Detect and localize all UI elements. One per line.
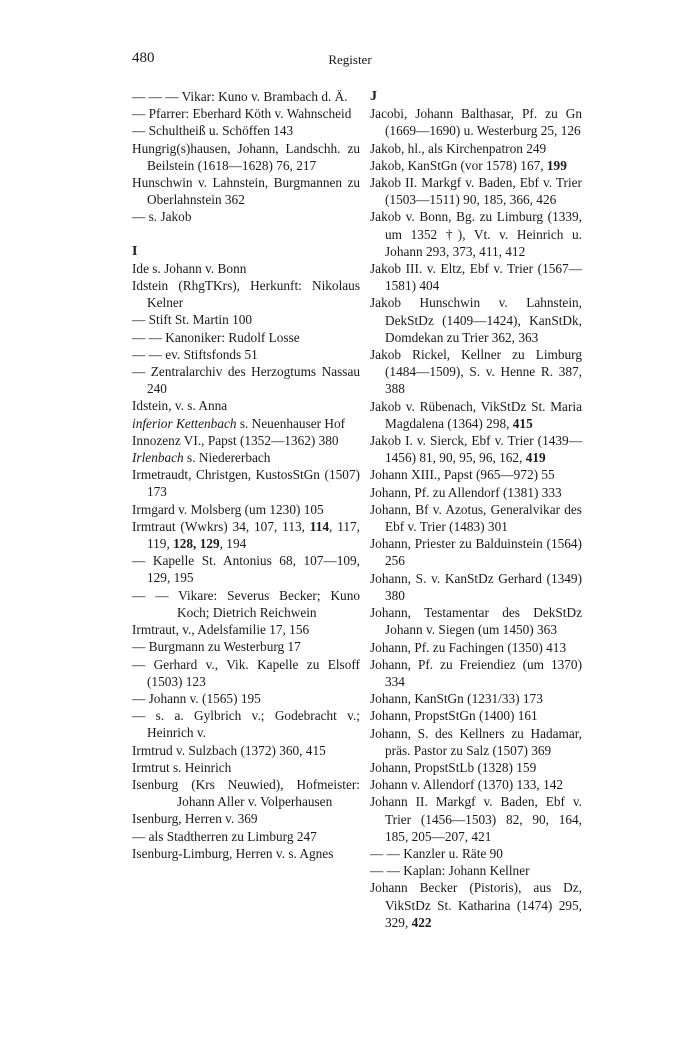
entry-text: — — Kanoniker: Rudolf Losse (132, 329, 300, 345)
entry-text: Jakob v. Bonn, Bg. zu Limburg (1339, um 1352 †), Vt. v. Heinrich u. Johann 293, 373, 411, 412 (370, 209, 582, 259)
index-entry (370, 501, 582, 535)
index-entry (132, 277, 360, 311)
entry-text: Hungrig(s)hausen, Johann, Landschh. zu Beilstein (1618—1628) 76, 217 (132, 140, 360, 173)
entry-text: — Pfarrer: Eberhard Köth v. Wahnscheid (132, 106, 352, 122)
entry-text: — Gerhard v., Vik. Kapelle zu Elsoff (1503) 123 (132, 656, 360, 689)
entry-text: — Schultheiß u. Schöffen 143 (132, 123, 294, 139)
entry-text: Johann, Priester zu Balduinstein (1564) 256 (370, 536, 582, 569)
index-entry (132, 208, 360, 225)
bold-page-ref: 114 (309, 518, 330, 534)
index-entry (132, 140, 360, 174)
index-entry (132, 397, 360, 414)
bold-page-ref: 422 (411, 914, 432, 930)
index-entry (132, 621, 360, 638)
entry-text: Johann, S. des Kellners zu Hadamar, präs. Pastor zu Salz (1507) 369 (370, 725, 582, 758)
index-entry (370, 690, 582, 707)
index-entry (132, 638, 360, 655)
entry-text: Isenburg-Limburg, Herren v. s. Agnes (132, 845, 334, 861)
index-entry (132, 707, 360, 741)
entry-text: — Burgmann zu Westerburg 17 (132, 639, 301, 655)
index-entry (132, 742, 360, 759)
index-entry (370, 157, 582, 174)
entry-text: Irmetraudt, Christgen, KustosStGn (1507) 173 (132, 467, 360, 500)
index-entry (132, 449, 360, 466)
entry-text: — — Kaplan: Johann Kellner (370, 863, 530, 879)
entry-text: Johann II. Markgf v. Baden, Ebf v. Trier (1456—1503) 82, 90, 164, 185, 205—207, 421 (370, 794, 582, 844)
entry-text: Irmtrut s. Heinrich (132, 759, 232, 775)
entry-text: — — — Vikar: Kuno v. Brambach d. Ä. (132, 89, 348, 104)
index-entry (132, 311, 360, 328)
index-entry (132, 432, 360, 449)
entry-text: — — ev. Stiftsfonds 51 (132, 346, 258, 362)
index-entry (370, 535, 582, 569)
index-entry (370, 725, 582, 759)
italic-term: inferior Kettenbach (132, 415, 237, 431)
section-gap (132, 226, 360, 243)
entry-text: Johann, Bf v. Azotus, Generalvikar des Ebf v. Trier (1483) 301 (370, 501, 582, 535)
entry-text: Johann, KanStGn (1231/33) 173 (370, 691, 543, 707)
running-head: Register (328, 52, 372, 67)
entry-text: — als Stadtherren zu Limburg 247 (132, 828, 317, 844)
entry-text: Johann, PropstStLb (1328) 159 (370, 759, 537, 775)
letter-heading: I (132, 243, 138, 259)
entry-text: — s. Jakob (132, 209, 192, 225)
index-entry (132, 552, 360, 586)
entry-text: — — Kanzler u. Räte 90 (370, 845, 503, 861)
index-entry (132, 329, 360, 346)
entry-text: Isenburg, Herren v. 369 (132, 811, 258, 827)
index-entry (132, 415, 360, 432)
index-entry (370, 174, 582, 208)
index-entry (370, 432, 582, 466)
index-column-right (370, 88, 582, 931)
entry-text: s. Niedererbach (183, 450, 271, 466)
index-entry (370, 604, 582, 638)
index-entry (132, 346, 360, 363)
entry-text: Hunschwin v. Lahnstein, Burgmannen zu Oberlahnstein 362 (132, 175, 360, 208)
entry-text: Irmtrud v. Sulzbach (1372) 360, 415 (132, 742, 326, 758)
entry-text: Jakob I. v. Sierck, Ebf v. Trier (1439—1456) 81, 90, 95, 96, 162, (370, 433, 582, 466)
index-entry (370, 707, 582, 724)
index-entry (132, 174, 360, 208)
index-column-left (132, 88, 360, 862)
entry-text: Idstein (RhgTKrs), Herkunft: Nikolaus Kelner (132, 278, 360, 311)
index-entry (370, 776, 582, 793)
entry-text: Jakob Hunschwin v. Lahnstein, DekStDz (1409—1424), KanStDk, Domdekan zu Trier 362, 363 (370, 295, 582, 345)
letter-heading: J (370, 89, 377, 104)
index-entry (370, 639, 582, 656)
entry-text: , 117, 119, (147, 518, 360, 552)
index-entry (370, 294, 582, 346)
entry-text: Johann, S. v. KanStDz Gerhard (1349) 380 (370, 570, 582, 603)
index-entry (370, 656, 582, 690)
index-entry (370, 140, 582, 157)
entry-text: Johann, PropstStGn (1400) 161 (370, 708, 538, 724)
index-entry (370, 845, 582, 862)
entry-text: Isenburg (Krs Neuwied), Hofmeister: Johann Aller v. Volperhausen (132, 776, 360, 810)
index-entry (370, 105, 582, 139)
entry-text: Jakob v. Rübenach, VikStDz St. Maria Magdalena (1364) 298, (370, 398, 582, 431)
index-entry (370, 398, 582, 432)
entry-text: — — Vikare: Severus Becker; Kuno Koch; Dietrich Reichwein (132, 587, 360, 620)
index-entry (132, 518, 360, 552)
index-entry (370, 879, 582, 931)
page-number: 480 (132, 50, 155, 66)
entry-text: Jakob III. v. Eltz, Ebf v. Trier (1567—1581) 404 (370, 261, 582, 294)
index-entry (132, 501, 360, 518)
index-entry (370, 484, 582, 501)
index-entry (370, 260, 582, 294)
index-entry (370, 466, 582, 483)
index-entry (132, 466, 360, 500)
index-entry (370, 570, 582, 604)
index-entry (370, 208, 582, 260)
index-entry (132, 105, 360, 122)
entry-text: Johann v. Allendorf (1370) 133, 142 (370, 777, 564, 793)
entry-text: Jakob II. Markgf v. Baden, Ebf v. Trier (1503—1511) 90, 185, 366, 426 (370, 175, 582, 208)
italic-term: Irlenbach (132, 450, 184, 466)
entry-text: Irmtraut, v., Adelsfamilie 17, 156 (132, 622, 310, 638)
entry-text: — Kapelle St. Antonius 68, 107—109, 129, 195 (132, 553, 360, 586)
entry-text: Irmgard v. Molsberg (um 1230) 105 (132, 501, 324, 517)
entry-text: — s. a. Gylbrich v.; Godebracht v.; Heinrich v. (132, 708, 360, 741)
index-entry (370, 862, 582, 879)
entry-text: Jakob Rickel, Kellner zu Limburg (1484—1509), S. v. Henne R. 387, 388 (370, 347, 582, 397)
entry-text: s. Neuenhauser Hof (236, 415, 346, 431)
index-entry (132, 587, 360, 621)
entry-text: Jacobi, Johann Balthasar, Pf. zu Gn (1669—1690) u. Westerburg 25, 126 (370, 106, 582, 139)
index-entry (370, 793, 582, 845)
entry-text: Johann, Pf. zu Allendorf (1381) 333 (370, 484, 562, 500)
entry-text: , 194 (219, 536, 247, 552)
index-entry (132, 810, 360, 827)
index-entry (132, 759, 360, 776)
bold-page-ref: 199 (546, 157, 567, 173)
entry-text: Johann Becker (Pistoris), aus Dz, VikStDz St. Katharina (1474) 295, 329, (370, 880, 582, 930)
entry-text: Idstein, v. s. Anna (132, 398, 228, 414)
index-entry (370, 759, 582, 776)
index-entry (132, 363, 360, 397)
index-entry (132, 656, 360, 690)
bold-page-ref: 415 (512, 415, 533, 431)
entry-text: — Johann v. (1565) 195 (132, 690, 261, 706)
entry-text: Innozenz VI., Papst (1352—1362) 380 (132, 432, 339, 448)
entry-text: — Stift St. Martin 100 (132, 312, 253, 328)
index-entry (370, 346, 582, 398)
index-entry (132, 845, 360, 862)
entry-text: — Zentralarchiv des Herzogtums Nassau 240 (132, 364, 360, 397)
bold-page-ref: 419 (525, 450, 546, 466)
entry-text: Johann, Pf. zu Fachingen (1350) 413 (370, 639, 567, 655)
bold-page-ref: 128, 129 (173, 536, 220, 552)
index-entry (132, 88, 360, 105)
entry-text: Jakob, KanStGn (vor 1578) 167, (370, 157, 547, 173)
entry-text: Johann, Testamentar des DekStDz Johann v. Siegen (um 1450) 363 (370, 605, 582, 638)
entry-text: Johann, Pf. zu Freiendiez (um 1370) 334 (370, 656, 582, 689)
index-entry (132, 690, 360, 707)
entry-text: Jakob, hl., als Kirchenpatron 249 (370, 140, 547, 156)
index-entry (132, 828, 360, 845)
entry-text: Johann XIII., Papst (965—972) 55 (370, 467, 555, 483)
entry-text: Ide s. Johann v. Bonn (132, 260, 247, 276)
index-entry (132, 260, 360, 277)
index-entry (132, 776, 360, 810)
entry-text: Irmtraut (Wwkrs) 34, 107, 113, (132, 518, 310, 534)
index-entry (132, 122, 360, 139)
